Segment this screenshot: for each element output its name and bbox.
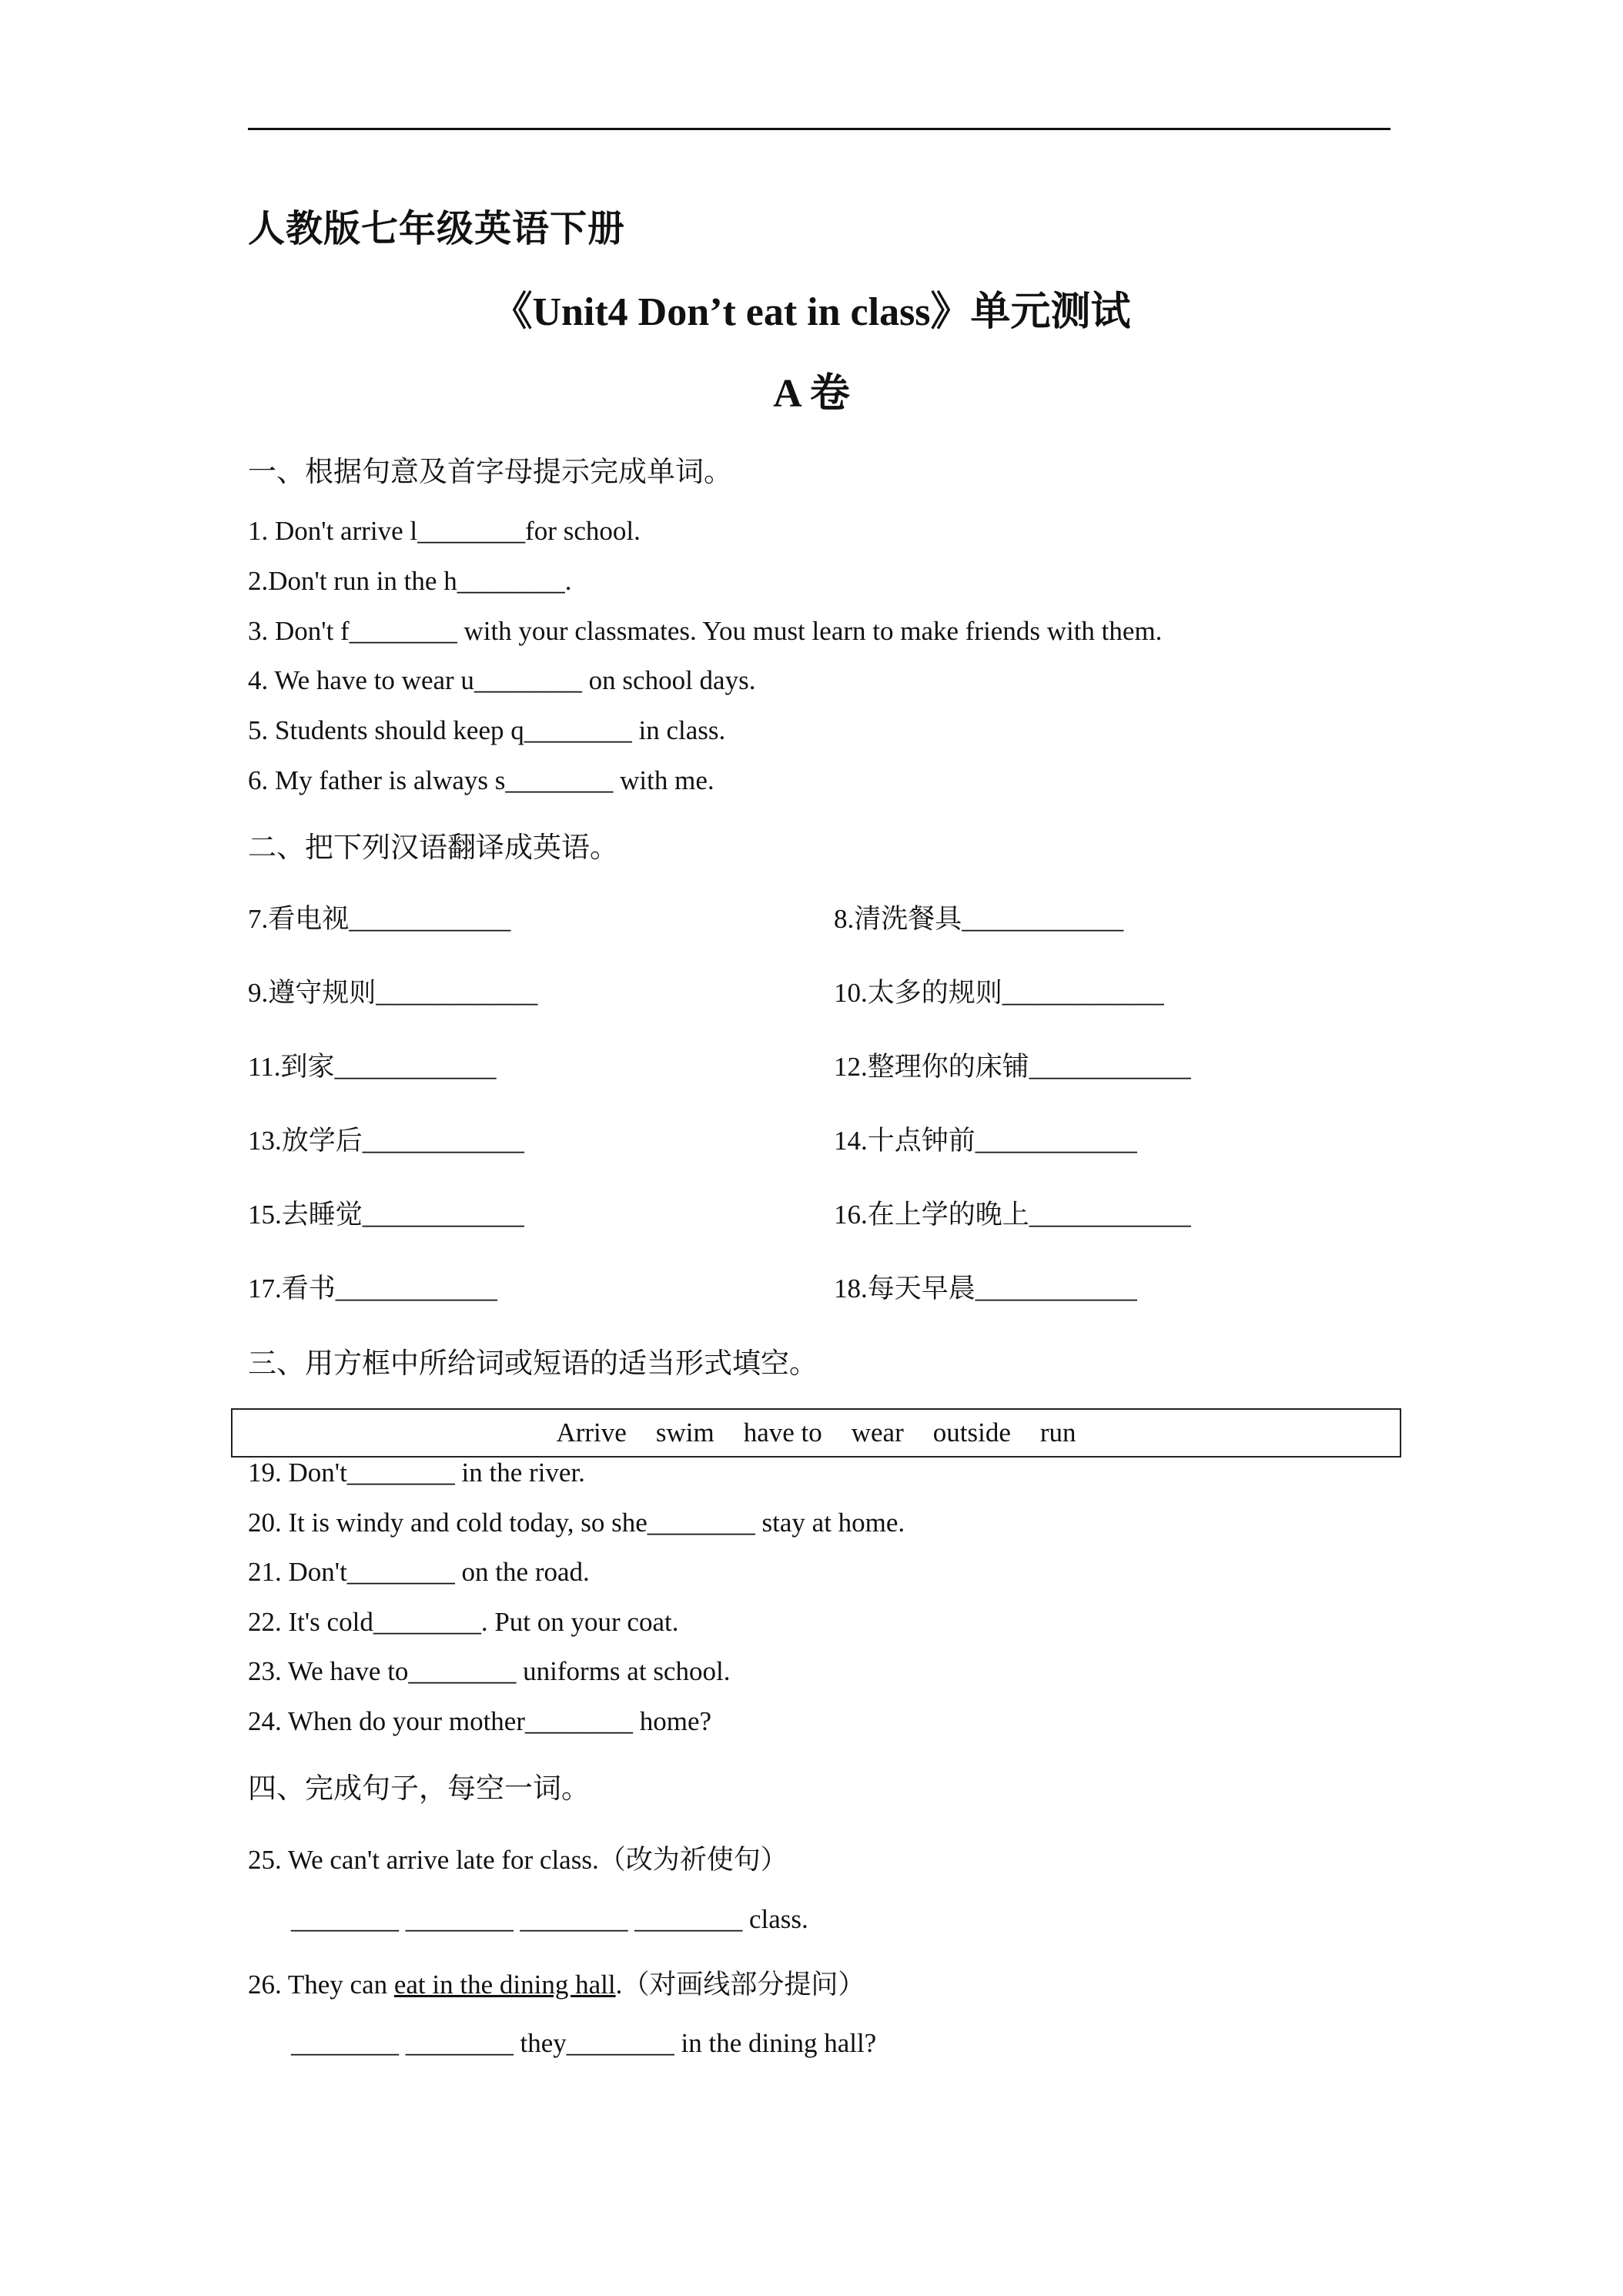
question-1: 1. Don't arrive l________for school. bbox=[248, 516, 641, 546]
question-4: 4. We have to wear u________ on school days. bbox=[248, 665, 756, 695]
question-22: 22. It's cold________. Put on your coat. bbox=[248, 1607, 679, 1637]
question-25: 25. We can't arrive late for class.（改为祈使句） bbox=[248, 1845, 788, 1875]
word-bank-item: have to bbox=[743, 1417, 822, 1448]
question-12: 12.整理你的床铺____________ bbox=[834, 1052, 1191, 1082]
answer-line-26: ________ ________ they________ in the dining hall? bbox=[291, 2028, 877, 2058]
question-9: 9.遵守规则____________ bbox=[248, 978, 538, 1008]
section-3-heading: 三、用方框中所给词或短语的适当形式填空。 bbox=[248, 1347, 818, 1380]
section-1-heading: 一、根据句意及首字母提示完成单词。 bbox=[248, 455, 732, 488]
question-19: 19. Don't________ in the river. bbox=[248, 1458, 585, 1488]
question-3: 3. Don't f________ with your classmates. You must learn to make friends with them. bbox=[248, 616, 1163, 646]
question-26-underlined: eat in the dining hall bbox=[393, 1970, 616, 2000]
question-5: 5. Students should keep q________ in class. bbox=[248, 715, 726, 745]
section-2-heading: 二、把下列汉语翻译成英语。 bbox=[248, 831, 618, 864]
word-bank-item: run bbox=[1039, 1417, 1076, 1448]
question-17: 17.看书____________ bbox=[248, 1274, 497, 1304]
word-bank-box bbox=[231, 1408, 1401, 1458]
question-2: 2.Don't run in the h________. bbox=[248, 566, 572, 596]
question-26 bbox=[248, 1963, 865, 2002]
answer-line-25: ________ ________ ________ ________ class. bbox=[291, 1904, 808, 1934]
word-bank-item: wear bbox=[851, 1417, 904, 1448]
question-24: 24. When do your mother________ home? bbox=[248, 1706, 712, 1736]
unit-title: 《Unit4 Don’t eat in class》单元测试 bbox=[492, 290, 1131, 334]
question-14: 14.十点钟前____________ bbox=[834, 1126, 1137, 1156]
question-21: 21. Don't________ on the road. bbox=[248, 1557, 590, 1587]
word-bank-item: outside bbox=[932, 1417, 1011, 1448]
question-26-prefix: 26. They can bbox=[248, 1970, 394, 2000]
question-20: 20. It is windy and cold today, so she________ stay at home. bbox=[248, 1508, 905, 1538]
question-8: 8.清洗餐具____________ bbox=[834, 904, 1124, 934]
header-rule bbox=[248, 128, 1390, 130]
question-10: 10.太多的规则____________ bbox=[834, 978, 1164, 1008]
paper-label: A 卷 bbox=[773, 372, 850, 416]
question-7: 7.看电视____________ bbox=[248, 904, 511, 934]
question-23: 23. We have to________ uniforms at school. bbox=[248, 1656, 731, 1686]
question-11: 11.到家____________ bbox=[248, 1052, 497, 1082]
section-4-heading: 四、完成句子，每空一词。 bbox=[248, 1772, 590, 1805]
question-16: 16.在上学的晚上____________ bbox=[834, 1200, 1191, 1230]
document-title: 人教版七年级英语下册 bbox=[248, 207, 626, 250]
question-6: 6. My father is always s________ with me. bbox=[248, 765, 714, 795]
question-15: 15.去睡觉____________ bbox=[248, 1200, 524, 1230]
question-13: 13.放学后____________ bbox=[248, 1126, 524, 1156]
word-bank-item: Arrive bbox=[556, 1417, 627, 1448]
question-26-suffix: .（对画线部分提问） bbox=[615, 1970, 865, 2000]
question-18: 18.每天早晨____________ bbox=[834, 1274, 1137, 1304]
word-bank-item: swim bbox=[655, 1417, 714, 1448]
